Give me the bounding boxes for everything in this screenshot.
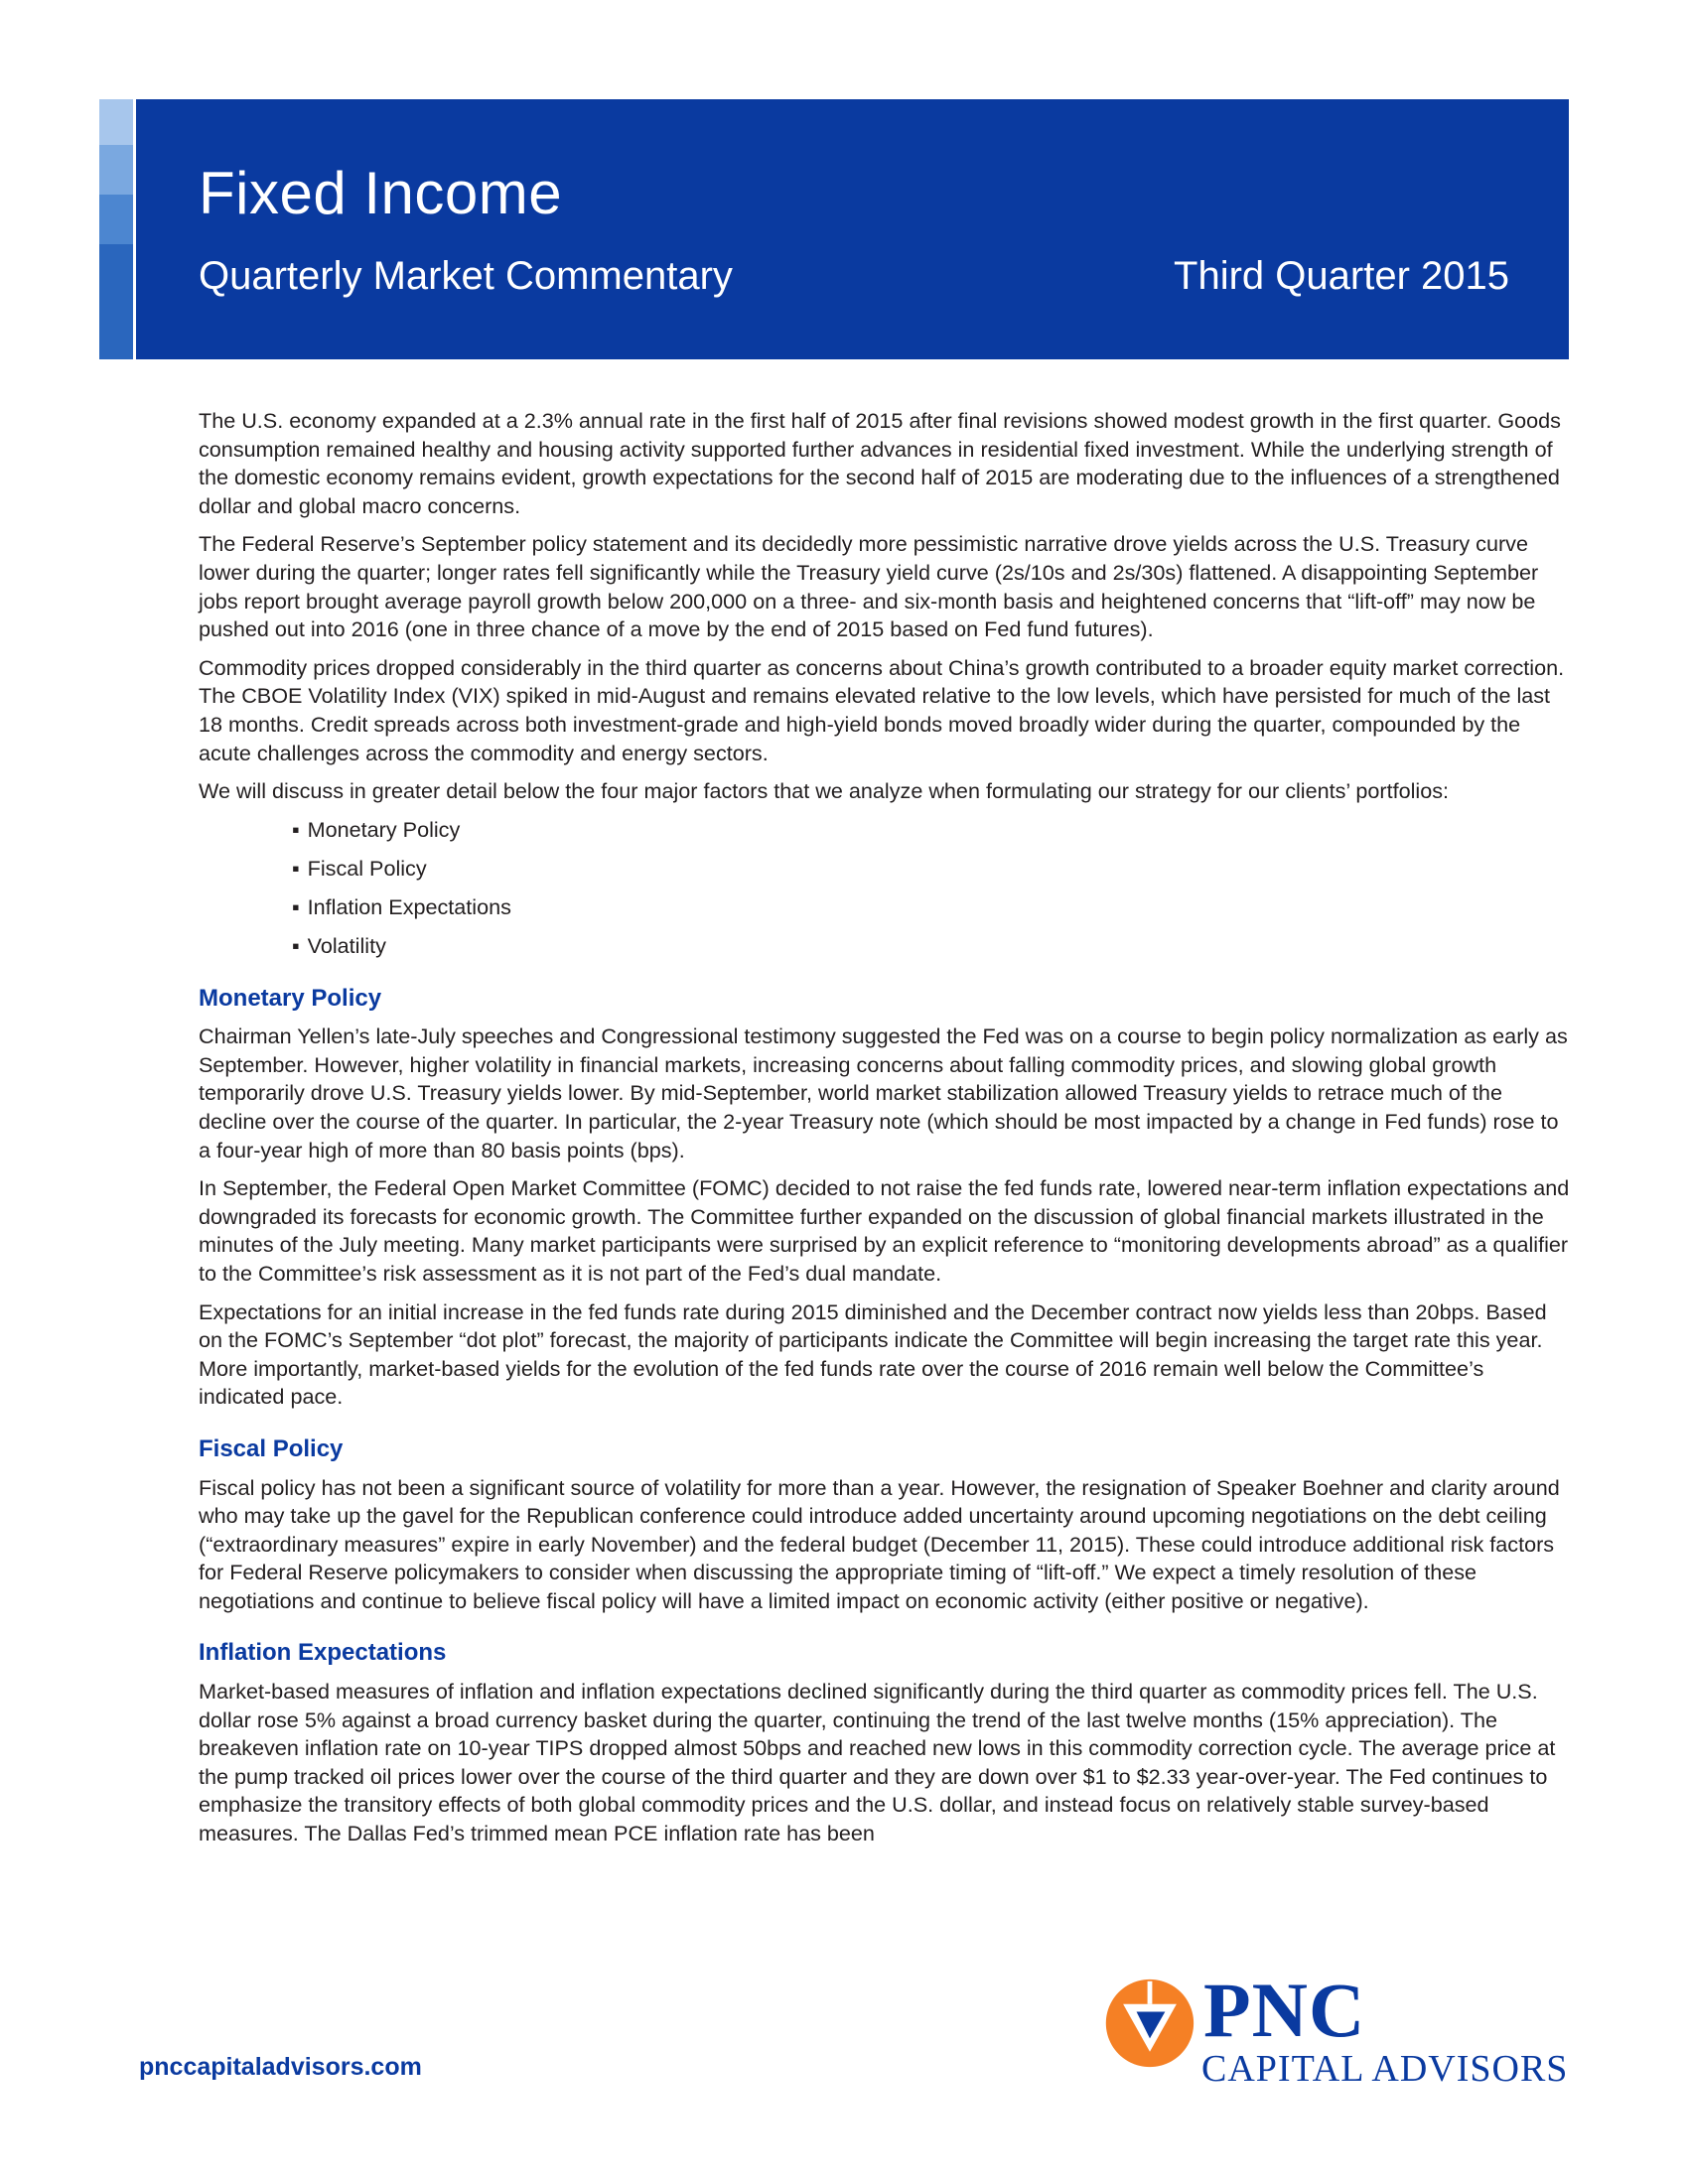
banner-accent-strip	[99, 195, 133, 244]
section-paragraph: In September, the Federal Open Market Committee (FOMC) decided to not raise the fed funds rate, lowered near-term inflation expectations and downgraded its forecasts for economic growth. The Committee further expanded on the discussion of global financial markets illustrated in the minutes of the July meeting. Many market participants were surprised by an explicit reference to “monitoring developments abroad” as a qualifier to the Committee’s risk assessment as it is not part of the Fed’s dual mandate.	[199, 1175, 1570, 1286]
list-item: ▪ Monetary Policy	[292, 816, 461, 842]
section-heading-inflation-expectations: Inflation Expectations	[199, 1639, 447, 1667]
bullet-icon: ▪	[292, 855, 300, 881]
list-item: ▪ Fiscal Policy	[292, 855, 427, 881]
pnc-triangle-icon	[1102, 1976, 1197, 2071]
commentary-body	[199, 407, 1574, 1858]
section-heading-fiscal-policy: Fiscal Policy	[199, 1434, 344, 1462]
header-banner	[99, 99, 1569, 359]
banner-accent-strip	[99, 244, 133, 359]
report-period: Third Quarter 2015	[1174, 254, 1509, 298]
banner-accent-strip	[99, 145, 133, 195]
list-item: ▪ Inflation Expectations	[292, 893, 511, 919]
bullet-icon: ▪	[292, 816, 300, 842]
section-heading-monetary-policy: Monetary Policy	[199, 984, 382, 1012]
page-title: Fixed Income	[199, 160, 563, 226]
banner-accent-strip	[99, 99, 133, 145]
pnc-logo	[1102, 1967, 1569, 2095]
bullet-icon: ▪	[292, 893, 300, 919]
section-paragraph: Expectations for an initial increase in the fed funds rate during 2015 diminished and the December contract now yields less than 20bps. Based on the FOMC’s September “dot plot” forecast, the majority of participants indicate the Committee will begin increasing the target rate this year. More importantly, market-based yields for the evolution of the fed funds rate over the course of 2016 remain well below the Committee’s indicated pace.	[199, 1298, 1547, 1410]
intro-paragraph: We will discuss in greater detail below the four major factors that we analyze when formulating our strategy for our clients’ portfolios:	[199, 778, 1450, 804]
logo-wordmark: PNC	[1203, 1967, 1366, 2053]
website-link[interactable]: pnccapitaladvisors.com	[139, 2053, 422, 2081]
factor-list	[199, 816, 1574, 961]
logo-subtitle: CAPITAL ADVISORS	[1201, 2048, 1569, 2090]
intro-paragraph: The U.S. economy expanded at a 2.3% annual rate in the first half of 2015 after final revisions showed modest growth in the first quarter. Goods consumption remained healthy and housing activity supported further advances in residential fixed investment. While the underlying strength of the domestic economy remains evident, growth expectations for the second half of 2015 are moderating due to the influences of a strengthened dollar and global macro concerns.	[199, 408, 1561, 518]
section-paragraph: Chairman Yellen’s late-July speeches and Congressional testimony suggested the Fed was on a course to begin policy normalization as early as September. However, higher volatility in financial markets, increasing concerns about falling commodity prices, and slowing global growth temporarily drove U.S. Treasury yields lower. By mid-September, world market stabilization allowed Treasury yields to retrace much of the decline over the course of the quarter. In particular, the 2-year Treasury note (which should be most impacted by a change in Fed funds) rose to a four-year high of more than 80 basis points (bps).	[199, 1024, 1568, 1162]
bullet-icon: ▪	[292, 933, 300, 958]
list-item: ▪ Volatility	[292, 933, 386, 958]
page-subtitle: Quarterly Market Commentary	[199, 254, 733, 298]
section-paragraph: Fiscal policy has not been a significant source of volatility for more than a year. However, the resignation of Speaker Boehner and clarity around who may take up the gavel for the Republican conference could introduce added uncertainty around upcoming negotiations on the debt ceiling (“extraordinary measures” expire in early November) and the federal budget (December 11, 2015). These could introduce additional risk factors for Federal Reserve policymakers to consider when discussing the appropriate timing of “lift-off.” We expect a timely resolution of these negotiations and continue to believe fiscal policy will have a limited impact on economic activity (either positive or negative).	[199, 1474, 1560, 1613]
section-paragraph: Market-based measures of inflation and inflation expectations declined significantly during the third quarter as commodity prices fell. The U.S. dollar rose 5% against a broad currency basket during the quarter, continuing the trend of the last twelve months (15% appreciation). The breakeven inflation rate on 10-year TIPS dropped almost 50bps and reached new lows in this commodity correction cycle. The average price at the pump tracked oil prices lower over the course of the third quarter and they are down over $1 to $2.33 year-over-year. The Fed continues to emphasize the transitory effects of both global commodity prices and the U.S. dollar, and instead focus on relatively stable survey-based measures. The Dallas Fed’s trimmed mean PCE inflation rate has been	[199, 1679, 1556, 1846]
intro-paragraph: Commodity prices dropped considerably in the third quarter as concerns about China’s growth contributed to a broader equity market correction. The CBOE Volatility Index (VIX) spiked in mid-August and remains elevated relative to the low levels, which have persisted for much of the last 18 months. Credit spreads across both investment-grade and high-yield bonds moved broadly wider during the quarter, compounded by the acute challenges across the commodity and energy sectors.	[199, 654, 1565, 765]
intro-paragraph: The Federal Reserve’s September policy statement and its decidedly more pessimistic narrative drove yields across the U.S. Treasury curve lower during the quarter; longer rates fell significantly while the Treasury yield curve (2s/10s and 2s/30s) flattened. A disappointing September jobs report brought average payroll growth below 200,000 on a three- and six-month basis and heightened concerns that “lift-off” may now be pushed out into 2016 (one in three chance of a move by the end of 2015 based on Fed fund futures).	[199, 531, 1539, 642]
banner-divider	[133, 99, 136, 359]
